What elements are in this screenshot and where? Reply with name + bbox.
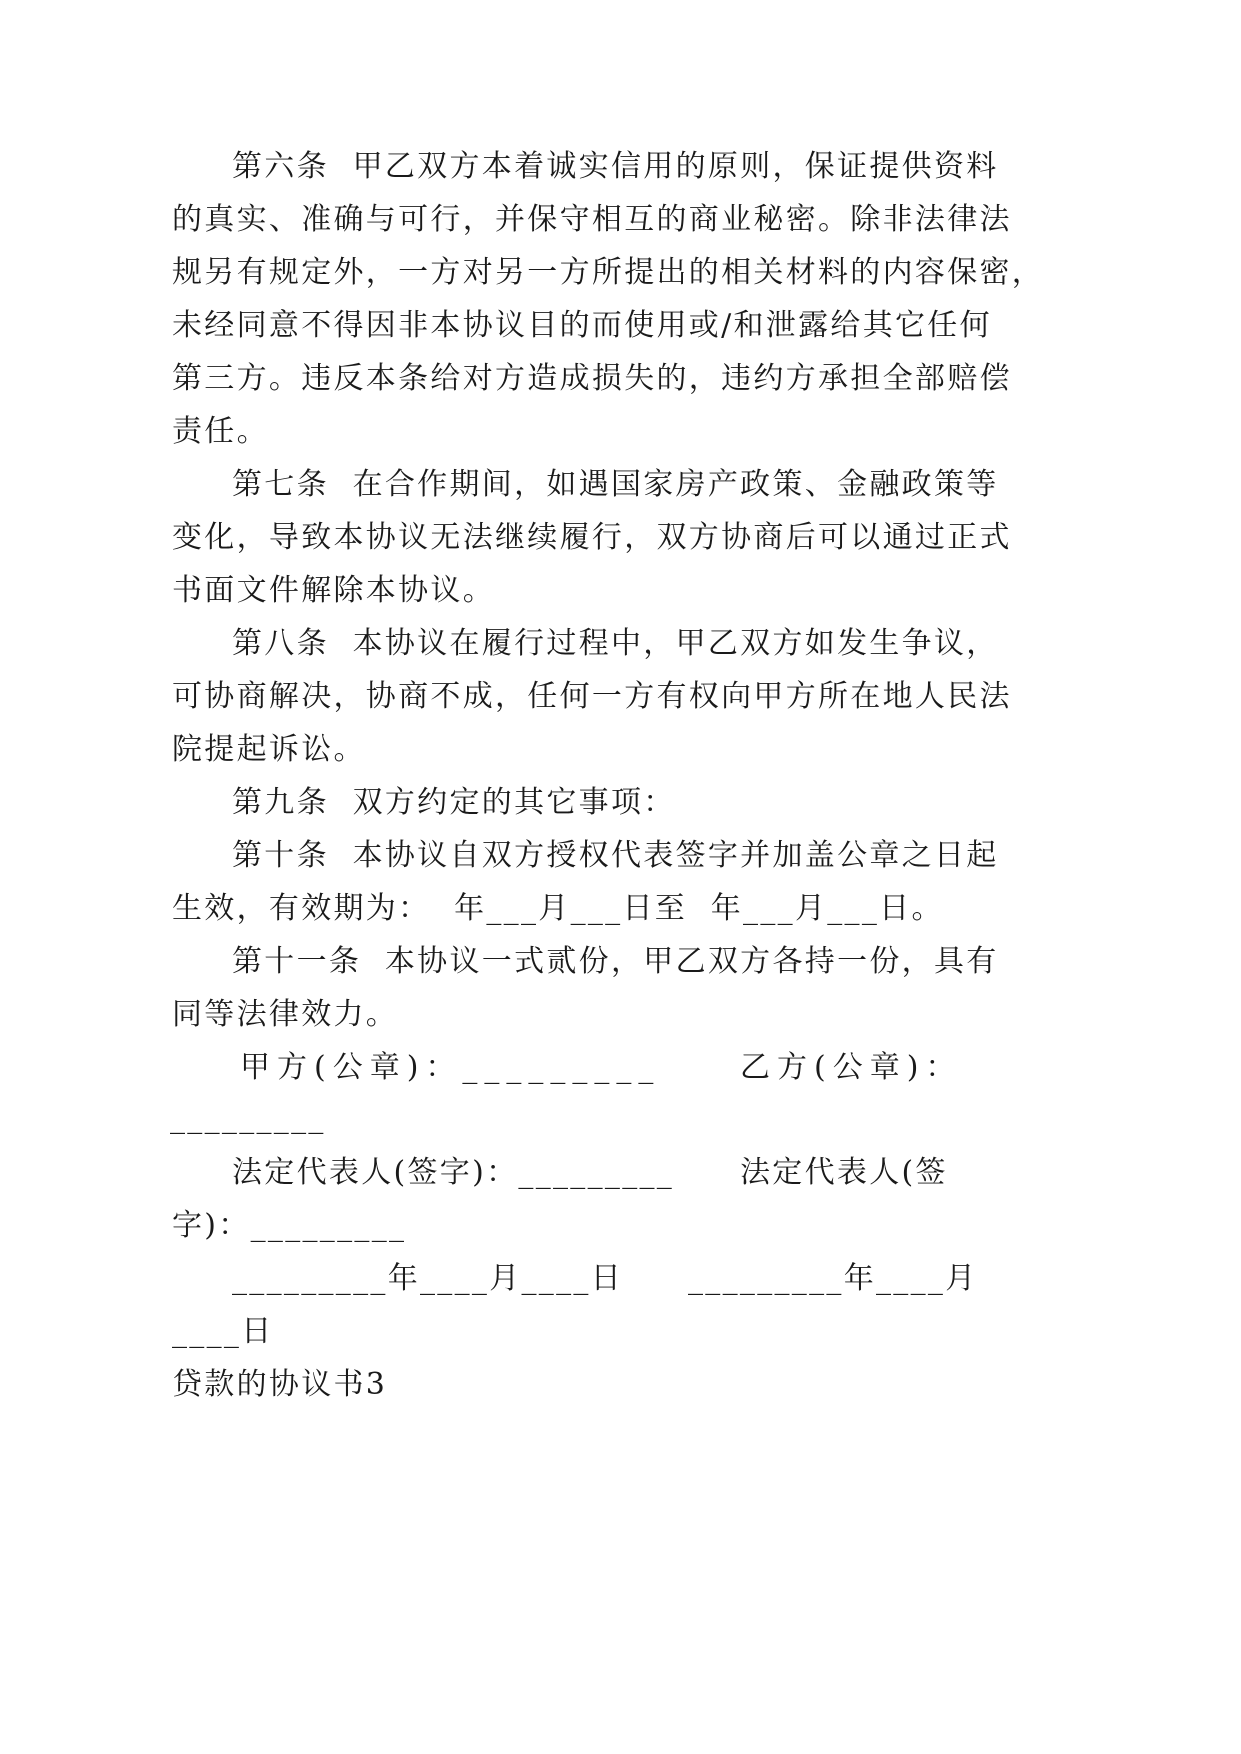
article11-line-2: 同等法律效力。 [172, 997, 399, 1032]
article8-line-2: 可协商解决，协商不成，任何一方有权向甲方所在地人民法 [172, 679, 1012, 714]
article10-line-2: 生效，有效期为： 年___月___日至 年___月___日。 [172, 891, 944, 926]
article6-line-6: 责任。 [172, 414, 269, 449]
rep-b-signature-cont: 字)：_________ [172, 1208, 407, 1243]
party-b-seal: 乙方(公章)： [740, 1050, 963, 1085]
article6-line-3: 规另有规定外，一方对另一方所提出的相关材料的内容保密， [172, 255, 1045, 290]
article6-line-5: 第三方。违反本条给对方造成损失的，违约方承担全部赔偿 [172, 361, 1012, 396]
rep-a-signature: 法定代表人(签字)：_________ [232, 1155, 675, 1190]
party-b-seal-line: _________ [170, 1100, 326, 1135]
article6-line-1: 第六条 甲乙双方本着诚实信用的原则，保证提供资料 [232, 149, 999, 184]
article6-line-4: 未经同意不得因非本协议目的而使用或/和泄露给其它任何 [172, 308, 992, 343]
date-b: _________年____月 [688, 1261, 978, 1296]
article6-line-2: 的真实、准确与可行，并保守相互的商业秘密。除非法律法 [172, 202, 1012, 237]
article10-line-1: 第十条 本协议自双方授权代表签字并加盖公章之日起 [232, 838, 999, 873]
article8-line-1: 第八条 本协议在履行过程中，甲乙双方如发生争议， [232, 626, 999, 661]
article7-line-2: 变化，导致本协议无法继续履行，双方协商后可以通过正式 [172, 520, 1012, 555]
article11-line-1: 第十一条 本协议一式贰份，甲乙双方各持一份，具有 [232, 944, 999, 979]
next-section-heading: 贷款的协议书3 [172, 1367, 388, 1402]
date-a: _________年____月____日 [232, 1261, 623, 1296]
article9-line-1: 第九条 双方约定的其它事项： [232, 785, 676, 820]
rep-b-signature: 法定代表人(签 [740, 1155, 948, 1190]
article7-line-3: 书面文件解除本协议。 [172, 573, 495, 608]
article7-line-1: 第七条 在合作期间，如遇国家房产政策、金融政策等 [232, 467, 999, 502]
article8-line-3: 院提起诉讼。 [172, 732, 366, 767]
party-a-seal: 甲方(公章)：_________ [240, 1050, 661, 1085]
date-b-cont: ____日 [172, 1314, 274, 1349]
